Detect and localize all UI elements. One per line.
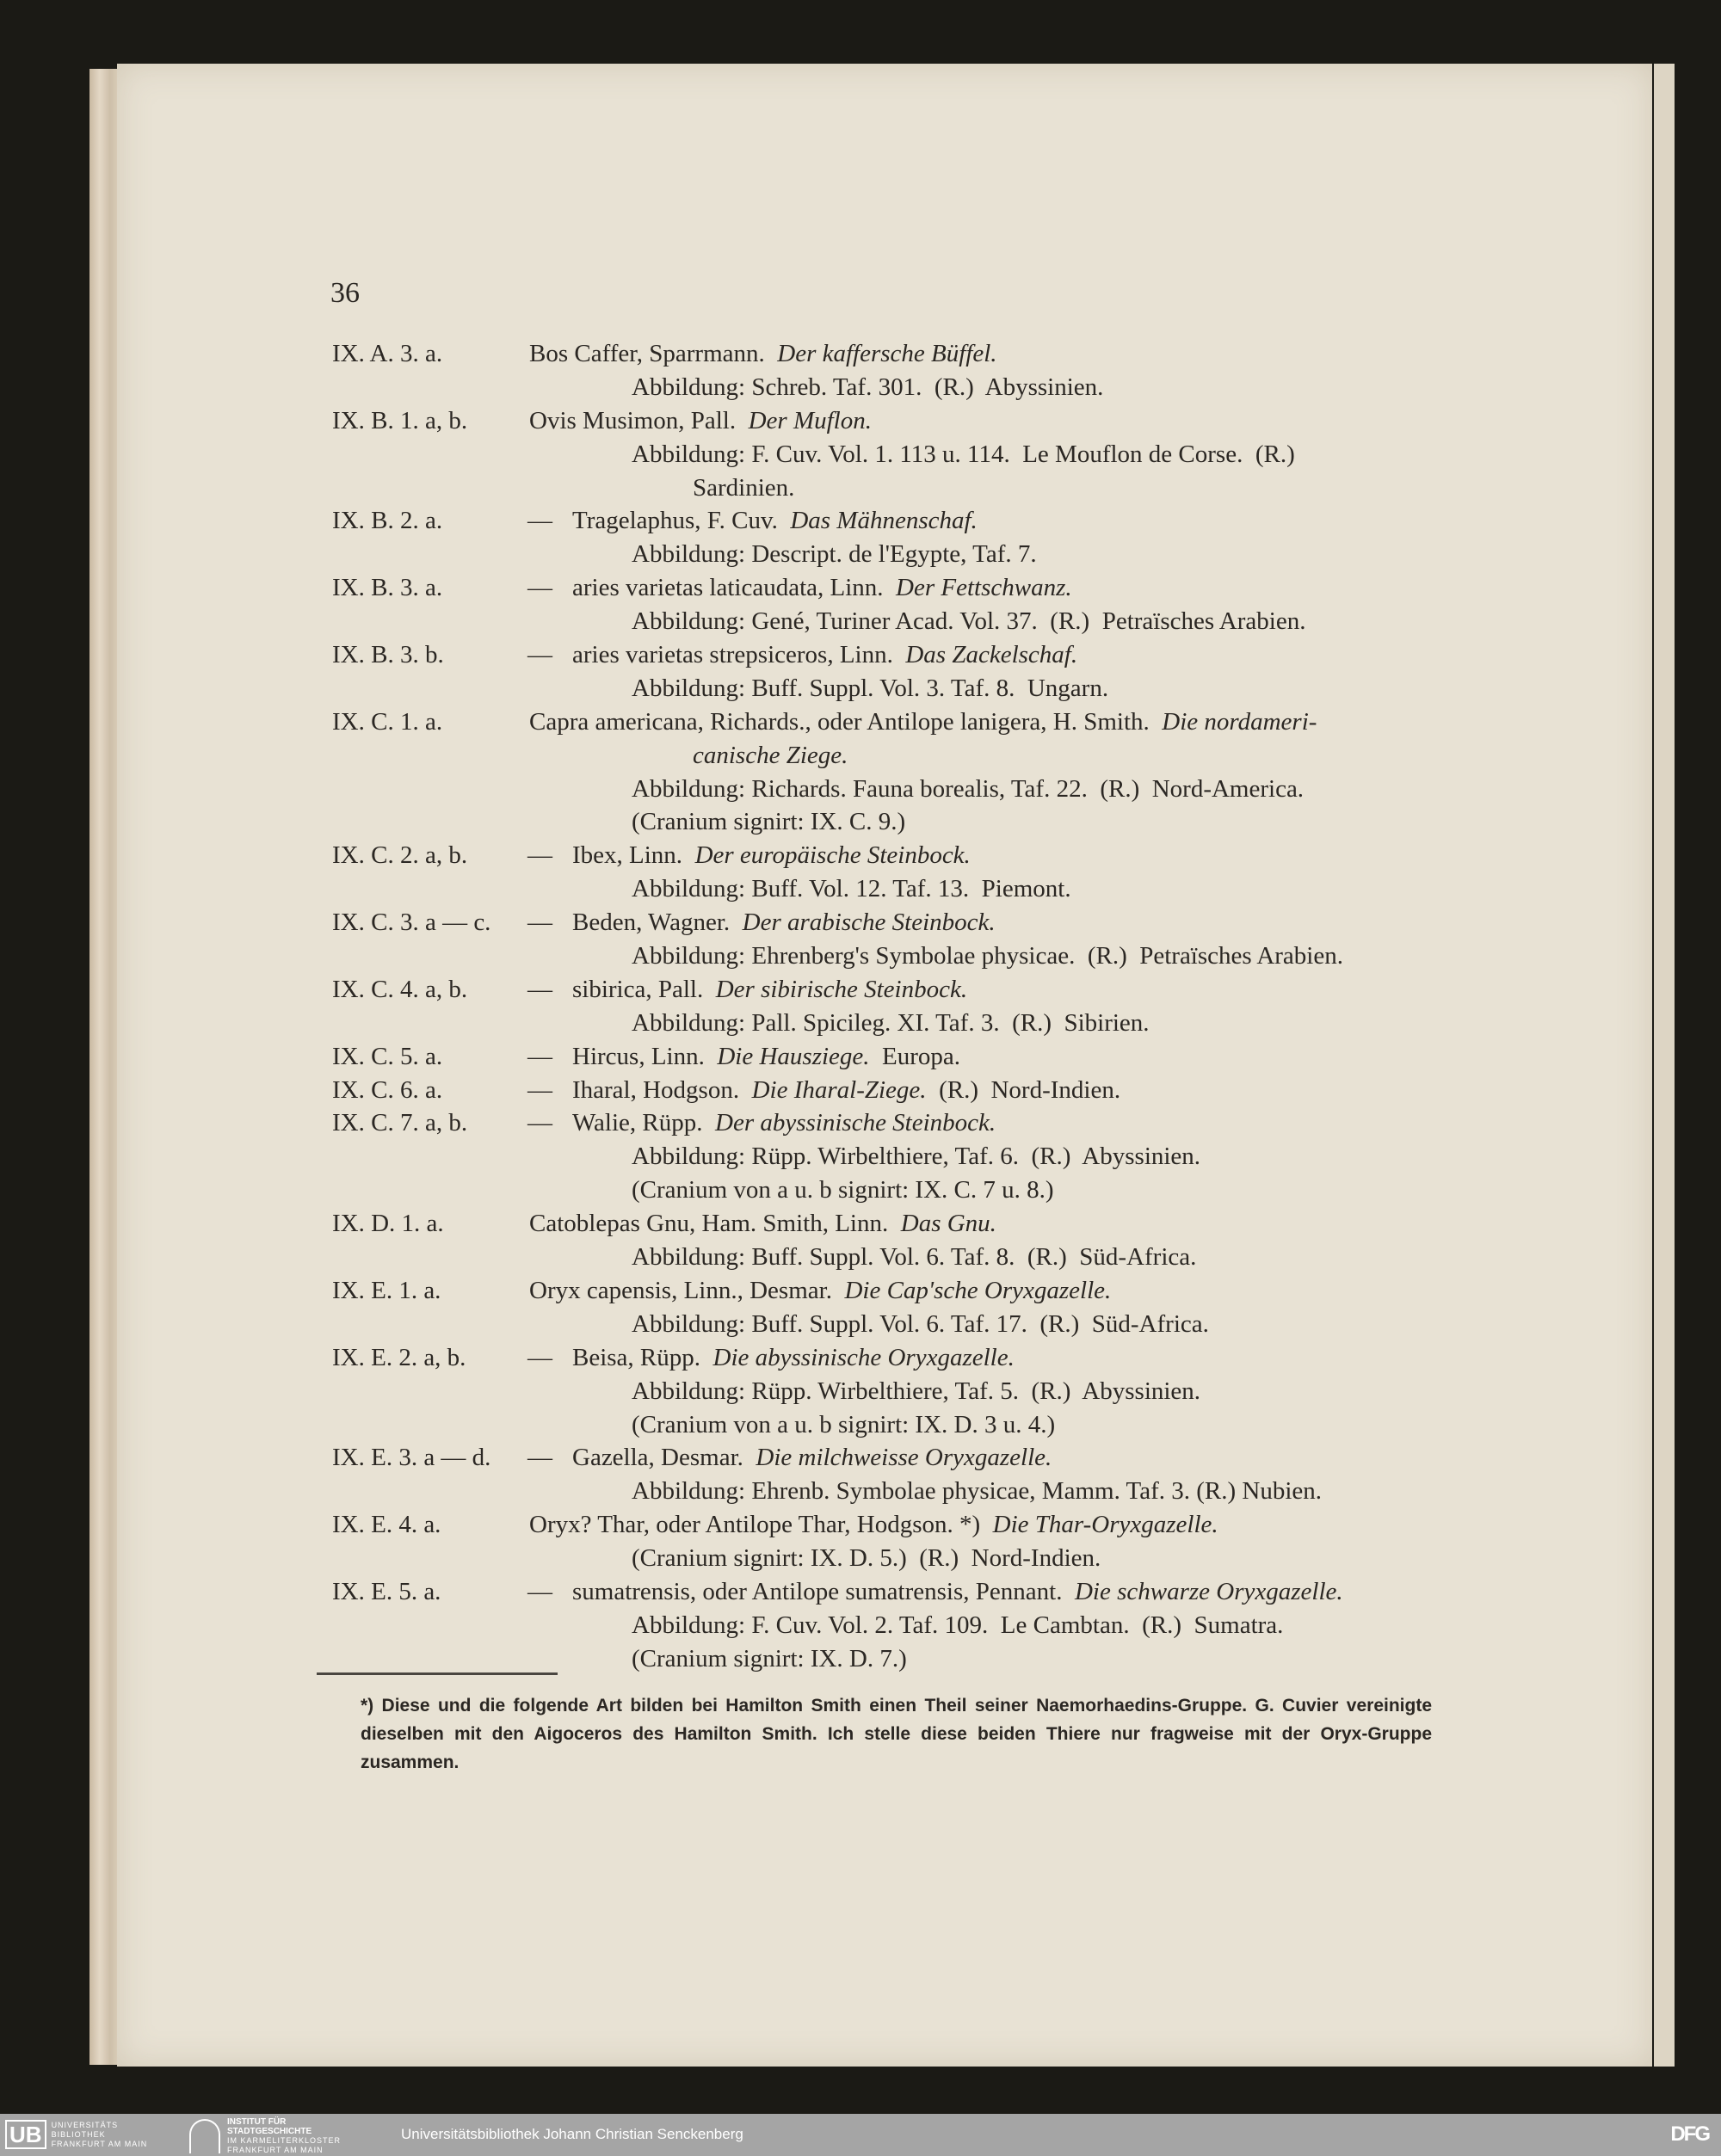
ub-line-3: FRANKFURT AM MAIN xyxy=(51,2139,148,2148)
entry-label: IX. E. 1. a. xyxy=(332,1276,441,1304)
german-name: Die milchweisse Oryxgazelle. xyxy=(756,1444,1052,1472)
entry-label: IX. E. 4. a. xyxy=(332,1511,441,1539)
german-name: Der sibirische Steinbock. xyxy=(715,975,968,1003)
ditto-dash: — xyxy=(527,975,552,1003)
species-name: Oryx? Thar, oder Antilope Thar, Hodgson. *) xyxy=(529,1511,993,1539)
detail-text xyxy=(632,1642,907,1676)
entry-label: IX. B. 3. a. xyxy=(332,574,443,602)
detail-text xyxy=(632,438,1295,471)
entry-detail-line xyxy=(0,1173,1721,1207)
detail-text xyxy=(632,1308,1209,1341)
inst-line-4: FRANKFURT AM MAIN xyxy=(227,2146,324,2154)
species-name: Abbildung: Pall. Spicileg. XI. Taf. 3. (R.) Sibirien. xyxy=(632,1008,1150,1037)
ub-logo-mark: UB xyxy=(5,2120,46,2149)
german-name: Der abyssinische Steinbock. xyxy=(715,1109,996,1137)
detail-text xyxy=(632,939,1343,973)
species-name: (Cranium signirt: IX. D. 7.) xyxy=(632,1644,907,1672)
species-name: Tragelaphus, F. Cuv. xyxy=(572,507,791,535)
arch-icon xyxy=(189,2119,220,2153)
entry-text xyxy=(529,337,997,371)
species-name: (Cranium von a u. b signirt: IX. C. 7 u. 8.) xyxy=(632,1176,1054,1204)
species-name: Abbildung: Ehrenb. Symbolae physicae, Mamm. Taf. 3. (R.) Nubien. xyxy=(632,1477,1323,1506)
entry-detail-line xyxy=(0,371,1721,404)
german-name: Das Zackelschaf. xyxy=(905,641,1078,669)
entry-text xyxy=(572,1341,1015,1375)
german-name: Die Cap'sche Oryxgazelle. xyxy=(844,1276,1112,1304)
german-name: Die nordameri- xyxy=(1162,707,1317,736)
entry-label: IX. C. 4. a, b. xyxy=(332,975,468,1003)
entry-label: IX. B. 3. b. xyxy=(332,641,444,669)
species-name: Beisa, Rüpp. xyxy=(572,1343,713,1371)
ditto-dash: — xyxy=(527,1444,552,1472)
species-name: (Cranium von a u. b signirt: IX. D. 3 u. 4.) xyxy=(632,1410,1056,1438)
entry-label: IX. C. 1. a. xyxy=(332,707,443,736)
ditto-dash: — xyxy=(527,1109,552,1137)
species-name: sibirica, Pall. xyxy=(572,975,716,1003)
entry-label: IX. B. 2. a. xyxy=(332,507,443,535)
species-name: Abbildung: Descript. de l'Egypte, Taf. 7. xyxy=(632,540,1037,569)
detail-text xyxy=(632,371,1103,404)
detail-text xyxy=(693,471,794,505)
detail-text xyxy=(632,805,905,839)
entry-detail-line xyxy=(0,773,1721,806)
detail-text xyxy=(632,1542,1101,1575)
entry-line xyxy=(0,1341,1721,1375)
german-name: Der Fettschwanz. xyxy=(896,574,1072,602)
entry-detail-line xyxy=(0,739,1721,773)
entry-line xyxy=(0,1441,1721,1475)
entry-detail-line xyxy=(0,1007,1721,1040)
entry-line xyxy=(0,638,1721,672)
entry-label: IX. E. 2. a, b. xyxy=(332,1343,466,1371)
german-name: Der Muflon. xyxy=(748,406,872,434)
species-name: Walie, Rüpp. xyxy=(572,1109,715,1137)
species-name: (Cranium signirt: IX. D. 5.) (R.) Nord-Indien. xyxy=(632,1544,1101,1573)
ub-line-2: BIBLIOTHEK xyxy=(51,2129,106,2139)
entry-line xyxy=(0,337,1721,371)
detail-text xyxy=(632,1609,1283,1642)
institut-logo[interactable] xyxy=(189,2117,341,2155)
species-name: Beden, Wagner. xyxy=(572,909,743,937)
entry-text xyxy=(572,571,1072,605)
ditto-dash: — xyxy=(527,507,552,535)
detail-text xyxy=(632,1241,1196,1274)
entry-note: Europa. xyxy=(869,1042,961,1070)
species-name: Capra americana, Richards., oder Antilope lanigera, H. Smith. xyxy=(529,707,1163,736)
entry-text xyxy=(572,839,971,872)
entry-label: IX. D. 1. a. xyxy=(332,1210,444,1238)
german-name: Die abyssinische Oryxgazelle. xyxy=(712,1343,1015,1371)
species-name: Abbildung: Buff. Suppl. Vol. 3. Taf. 8. Ungarn. xyxy=(632,674,1109,702)
entry-label: IX. C. 5. a. xyxy=(332,1042,443,1070)
inst-line-2: STADTGESCHICHTE xyxy=(227,2127,312,2136)
german-name: Die Thar-Oryxgazelle. xyxy=(992,1511,1218,1539)
german-name: Der kaffersche Büffel. xyxy=(777,340,997,367)
species-name: Abbildung: Rüpp. Wirbelthiere, Taf. 6. (R.) Abyssinien. xyxy=(632,1143,1201,1171)
species-name: Abbildung: Richards. Fauna borealis, Taf. 22. (R.) Nord-America. xyxy=(632,774,1305,803)
species-name: Bos Caffer, Sparrmann. xyxy=(529,340,778,367)
entry-label: IX. C. 6. a. xyxy=(332,1075,443,1104)
entry-line xyxy=(0,504,1721,538)
catalogue-entries xyxy=(0,337,1721,1676)
ditto-dash: — xyxy=(527,641,552,669)
entry-line xyxy=(0,1274,1721,1308)
entry-detail-line xyxy=(0,672,1721,705)
species-name: Abbildung: Ehrenberg's Symbolae physicae. (R.) Petraïsches Arabien. xyxy=(632,942,1343,970)
entry-detail-line xyxy=(0,438,1721,471)
entry-label: IX. A. 3. a. xyxy=(332,340,443,367)
entry-detail-line xyxy=(0,471,1721,505)
species-name: Abbildung: F. Cuv. Vol. 1. 113 u. 114. Le Mouflon de Corse. (R.) xyxy=(632,440,1295,468)
ub-logo[interactable] xyxy=(5,2119,147,2150)
entry-detail-line xyxy=(0,1475,1721,1508)
inst-line-1: INSTITUT FÜR xyxy=(227,2117,287,2127)
entry-detail-line xyxy=(0,1375,1721,1408)
species-name: aries varietas laticaudata, Linn. xyxy=(572,574,897,602)
entry-detail-line xyxy=(0,1241,1721,1274)
entry-line xyxy=(0,1040,1721,1074)
species-name: Abbildung: F. Cuv. Vol. 2. Taf. 109. Le Cambtan. (R.) Sumatra. xyxy=(632,1611,1284,1639)
page-number: 36 xyxy=(330,277,360,309)
entry-line xyxy=(0,839,1721,872)
species-name: (Cranium signirt: IX. C. 9.) xyxy=(632,808,906,836)
german-name: Die Iharal-Ziege. xyxy=(751,1075,927,1104)
ditto-dash: — xyxy=(527,1343,552,1371)
species-name: Oryx capensis, Linn., Desmar. xyxy=(529,1276,845,1304)
entry-label: IX. E. 5. a. xyxy=(332,1577,441,1605)
species-name: Catoblepas Gnu, Ham. Smith, Linn. xyxy=(529,1210,901,1238)
species-name: Iharal, Hodgson. xyxy=(572,1075,752,1104)
footnote: *) Diese und die folgende Art bilden bei Hamilton Smith einen Theil seiner Naemorhaedins-Gruppe. G. Cuvier vereinigte dieselben mit den Aigoceros des Hamilton Smith. Ich stelle diese beiden Thiere nur fragweise mit der Oryx-Gruppe zusammen. xyxy=(361,1696,1432,1772)
detail-text xyxy=(632,605,1305,638)
entry-label: IX. B. 1. a, b. xyxy=(332,406,468,434)
entry-detail-line xyxy=(0,1140,1721,1173)
german-name: Die Hausziege. xyxy=(717,1042,870,1070)
entry-note: (R.) Nord-Indien. xyxy=(926,1075,1121,1104)
german-name: Der europäische Steinbock. xyxy=(694,841,971,870)
entry-detail-line xyxy=(0,1542,1721,1575)
german-name: Das Gnu. xyxy=(900,1210,996,1238)
entry-line xyxy=(0,1575,1721,1609)
species-name: Gazella, Desmar. xyxy=(572,1444,756,1472)
ditto-dash: — xyxy=(527,841,552,870)
entry-text xyxy=(572,1040,960,1074)
entry-detail-line xyxy=(0,805,1721,839)
german-name: Das Mähnenschaf. xyxy=(790,507,978,535)
detail-text xyxy=(632,672,1108,705)
entry-text xyxy=(529,705,1317,739)
german-name: canische Ziege. xyxy=(693,741,848,769)
detail-text xyxy=(632,1475,1322,1508)
entry-detail-line xyxy=(0,939,1721,973)
detail-text xyxy=(632,1140,1200,1173)
species-name: Abbildung: Buff. Vol. 12. Taf. 13. Piemont. xyxy=(632,875,1071,903)
entry-detail-line xyxy=(0,1308,1721,1341)
species-name: Abbildung: Rüpp. Wirbelthiere, Taf. 5. (R.) Abyssinien. xyxy=(632,1377,1201,1405)
entry-line xyxy=(0,571,1721,605)
entry-detail-line xyxy=(0,1642,1721,1676)
entry-label: IX. C. 2. a, b. xyxy=(332,841,468,870)
detail-text xyxy=(632,1007,1150,1040)
entry-text xyxy=(572,1575,1343,1609)
ditto-dash: — xyxy=(527,1075,552,1104)
species-name: Hircus, Linn. xyxy=(572,1042,718,1070)
entry-line xyxy=(0,1508,1721,1542)
ditto-dash: — xyxy=(527,574,552,602)
entry-line xyxy=(0,973,1721,1007)
german-name: Der arabische Steinbock. xyxy=(742,909,996,937)
entry-detail-line xyxy=(0,1609,1721,1642)
entry-line xyxy=(0,404,1721,438)
species-name: Abbildung: Buff. Suppl. Vol. 6. Taf. 17. (R.) Süd-Africa. xyxy=(632,1309,1209,1338)
entry-text xyxy=(572,906,996,939)
entry-label: IX. C. 7. a, b. xyxy=(332,1109,468,1137)
ub-line-1: UNIVERSITÄTS xyxy=(51,2120,119,2129)
entry-line xyxy=(0,1074,1721,1107)
entry-text xyxy=(529,1207,996,1241)
species-name: aries varietas strepsiceros, Linn. xyxy=(572,641,906,669)
species-name: Abbildung: Schreb. Taf. 301. (R.) Abyssinien. xyxy=(632,373,1104,401)
entry-line xyxy=(0,906,1721,939)
german-name: Die schwarze Oryxgazelle. xyxy=(1074,1577,1343,1605)
entry-detail-line xyxy=(0,1408,1721,1442)
detail-text xyxy=(632,773,1304,806)
entry-text xyxy=(572,1106,996,1140)
entry-label: IX. E. 3. a — d. xyxy=(332,1444,491,1472)
entry-text xyxy=(572,973,967,1007)
entry-line xyxy=(0,705,1721,739)
library-name: Universitätsbibliothek Johann Christian Senckenberg xyxy=(401,2126,743,2142)
inst-line-3: IM KARMELITERKLOSTER xyxy=(227,2136,342,2145)
footnote-rule xyxy=(317,1672,558,1675)
entry-text xyxy=(529,1508,1218,1542)
detail-text xyxy=(632,538,1037,571)
ditto-dash: — xyxy=(527,1042,552,1070)
entry-detail-line xyxy=(0,538,1721,571)
entry-text xyxy=(572,1074,1120,1107)
entry-line xyxy=(0,1207,1721,1241)
entry-label: IX. C. 3. a — c. xyxy=(332,909,491,937)
species-name: sumatrensis, oder Antilope sumatrensis, Pennant. xyxy=(572,1577,1075,1605)
entry-text xyxy=(529,1274,1111,1308)
entry-detail-line xyxy=(0,872,1721,906)
detail-text xyxy=(632,1375,1200,1408)
detail-text xyxy=(632,872,1071,906)
species-name: Ibex, Linn. xyxy=(572,841,695,870)
species-name: Ovis Musimon, Pall. xyxy=(529,406,749,434)
entry-text xyxy=(572,1441,1052,1475)
ditto-dash: — xyxy=(527,1577,552,1605)
detail-text xyxy=(632,1408,1055,1442)
entry-text xyxy=(572,504,978,538)
entry-line xyxy=(0,1106,1721,1140)
viewer-footer xyxy=(0,2114,1721,2156)
ditto-dash: — xyxy=(527,909,552,937)
dfg-logo[interactable]: DFG xyxy=(1670,2122,1709,2146)
detail-text xyxy=(693,739,848,773)
species-name: Abbildung: Buff. Suppl. Vol. 6. Taf. 8. (R.) Süd-Africa. xyxy=(632,1243,1197,1272)
entry-detail-line xyxy=(0,605,1721,638)
entry-text xyxy=(529,404,872,438)
detail-text xyxy=(632,1173,1054,1207)
entry-text xyxy=(572,638,1077,672)
species-name: Sardinien. xyxy=(693,473,795,502)
species-name: Abbildung: Gené, Turiner Acad. Vol. 37. (R.) Petraïsches Arabien. xyxy=(632,607,1306,636)
